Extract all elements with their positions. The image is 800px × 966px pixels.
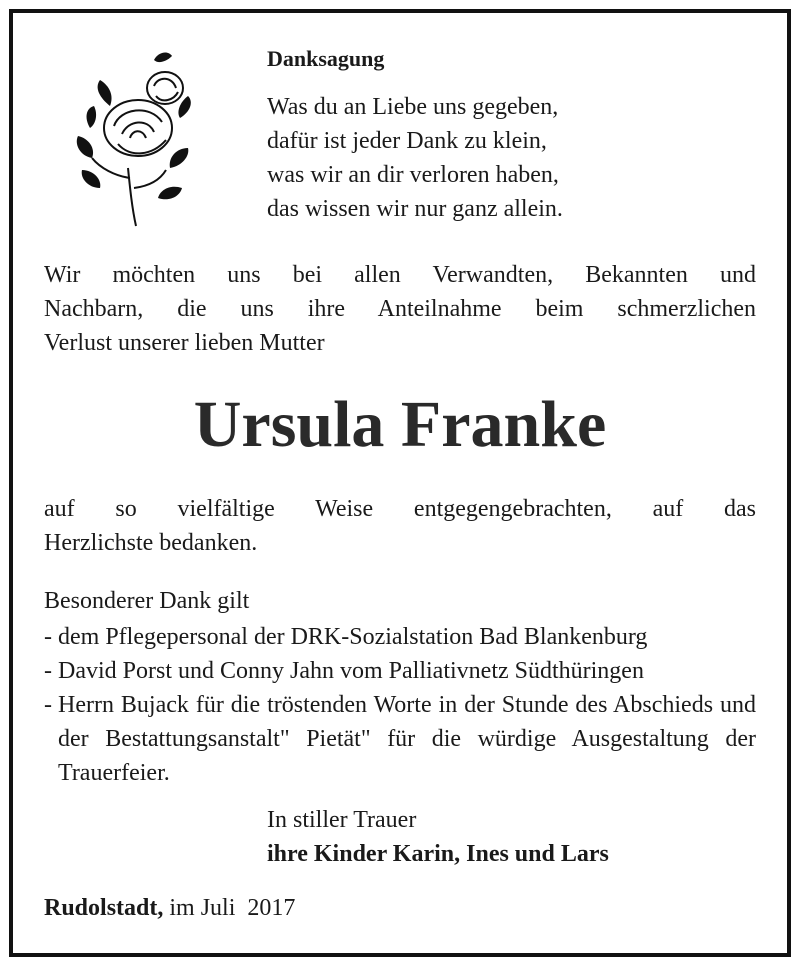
list-item-text: dem Pflegepersonal der DRK-Sozialstation Bad Blankenburg <box>58 624 648 650</box>
intro-line: Verlust unserer lieben Mutter <box>44 330 325 356</box>
place-date-line <box>44 891 295 925</box>
date: im Juli 2017 <box>163 895 296 921</box>
intro-line: Wir möchten uns bei allen Verwandten, Bekannten und <box>44 262 756 288</box>
after-paragraph <box>44 492 756 560</box>
after-line: Herzlichste bedanken. <box>44 530 258 556</box>
list-item <box>44 688 756 790</box>
special-thanks-heading: Besonderer Dank gilt <box>44 588 250 614</box>
list-item <box>44 654 756 688</box>
signers-line: ihre Kinder Karin, Ines und Lars <box>267 841 609 867</box>
list-item-text: Herrn Bujack für die tröstenden Worte in der Stunde des Abschieds und der Bestattungsanstalt" Pietät" für die würdige Ausgestaltung der Trauerfeier. <box>58 692 756 786</box>
poem <box>267 90 563 226</box>
poem-line: dafür ist jeder Dank zu klein, <box>267 128 547 154</box>
poem-line: was wir an dir verloren haben, <box>267 162 559 188</box>
place: Rudolstadt, <box>44 895 164 921</box>
closing-block <box>267 803 609 871</box>
list-dash: - <box>44 692 52 718</box>
poem-line: das wissen wir nur ganz allein. <box>267 196 563 222</box>
deceased-name: Ursula Franke <box>193 388 607 461</box>
poem-line: Was du an Liebe uns gegeben, <box>267 94 559 120</box>
intro-paragraph <box>44 258 756 360</box>
thanks-list <box>44 620 756 790</box>
list-dash: - <box>44 658 52 684</box>
intro-line: Nachbarn, die uns ihre Anteilnahme beim schmerzlichen <box>44 296 756 322</box>
list-item-text: David Porst und Conny Jahn vom Palliativnetz Südthüringen <box>58 658 644 684</box>
rose-icon <box>70 48 200 228</box>
list-item <box>44 620 756 654</box>
after-line: auf so vielfältige Weise entgegengebrachten, auf das <box>44 496 756 522</box>
notice-heading: Danksagung <box>267 46 385 71</box>
list-dash: - <box>44 624 52 650</box>
mourning-line: In stiller Trauer <box>267 807 417 833</box>
